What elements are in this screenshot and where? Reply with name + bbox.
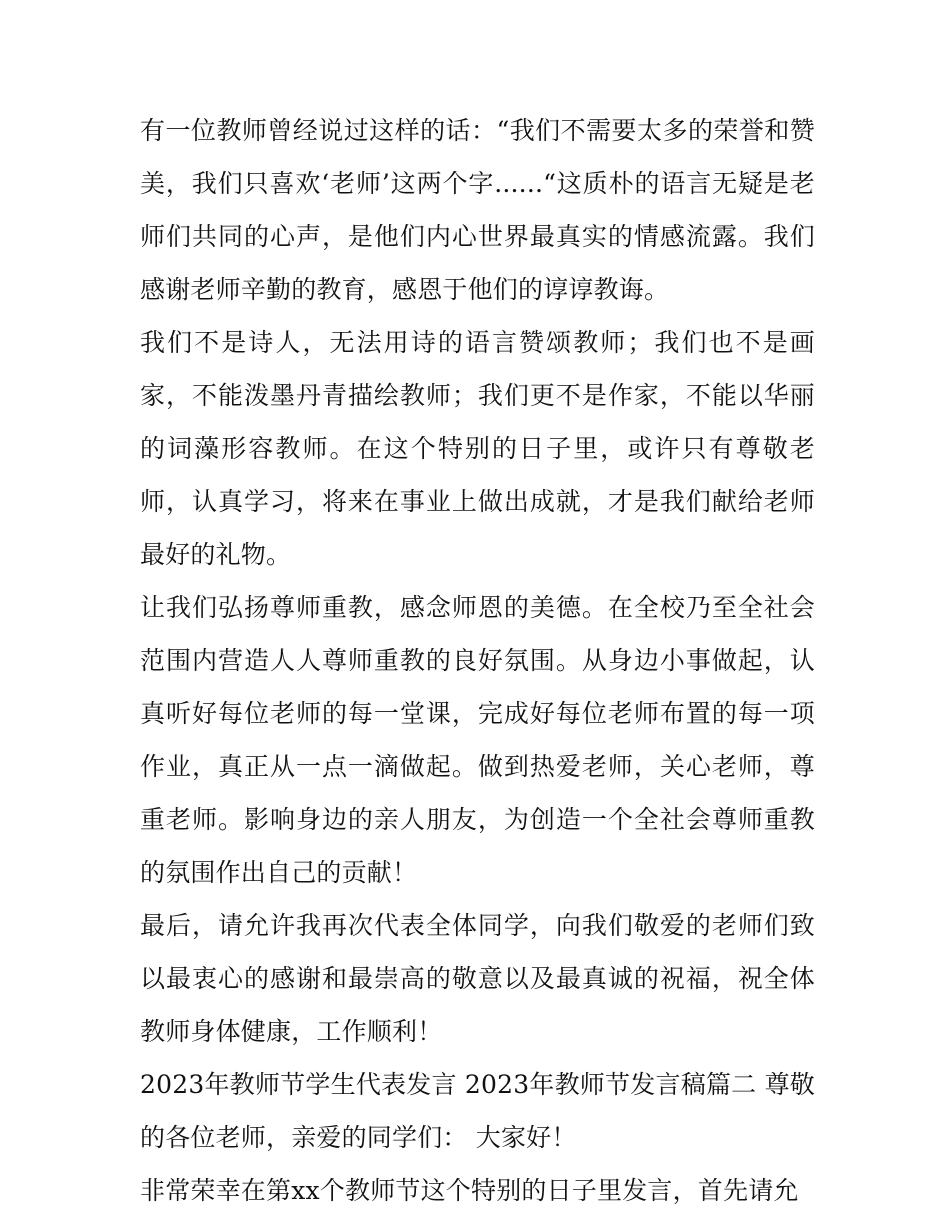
paragraph-6: 非常荣幸在第xx个教师节这个特别的日子里发言，首先请允 <box>140 1176 799 1205</box>
paragraph-1: 有一位教师曾经说过这样的话：“我们不需要太多的荣誉和赞美，我们只喜欢‘老师’这两个字......“这质朴的语言无疑是老师们共同的心声，是他们内心世界最真实的情感流露。我们感谢老师辛勤的教育，感恩于他们的谆谆教诲。 <box>140 116 815 304</box>
paragraph-5: 2023年教师节学生代表发言 2023年教师节发言稿篇二 尊敬的各位老师，亲爱的同学们： 大家好！ <box>140 1070 815 1152</box>
paragraph-4: 最后，请允许我再次代表全体同学，向我们敬爱的老师们致以最衷心的感谢和最崇高的敬意以及最真诚的祝福，祝全体教师身体健康，工作顺利！ <box>140 911 815 1046</box>
paragraph-3: 让我们弘扬尊师重教，感念师恩的美德。在全校乃至全社会范围内营造人人尊师重教的良好氛围。从身边小事做起，认真听好每位老师的每一堂课，完成好每位老师布置的每一项作业，真正从一点一滴做起。做到热爱老师，关心老师，尊重老师。影响身边的亲人朋友，为创造一个全社会尊师重教的氛围作出自己的贡献！ <box>140 593 815 887</box>
paragraph-2: 我们不是诗人，无法用诗的语言赞颂教师；我们也不是画家，不能泼墨丹青描绘教师；我们更不是作家，不能以华丽的词藻形容教师。在这个特别的日子里，或许只有尊敬老师，认真学习，将来在事业上做出成就，才是我们献给老师最好的礼物。 <box>140 328 815 569</box>
document-body <box>140 104 815 1217</box>
